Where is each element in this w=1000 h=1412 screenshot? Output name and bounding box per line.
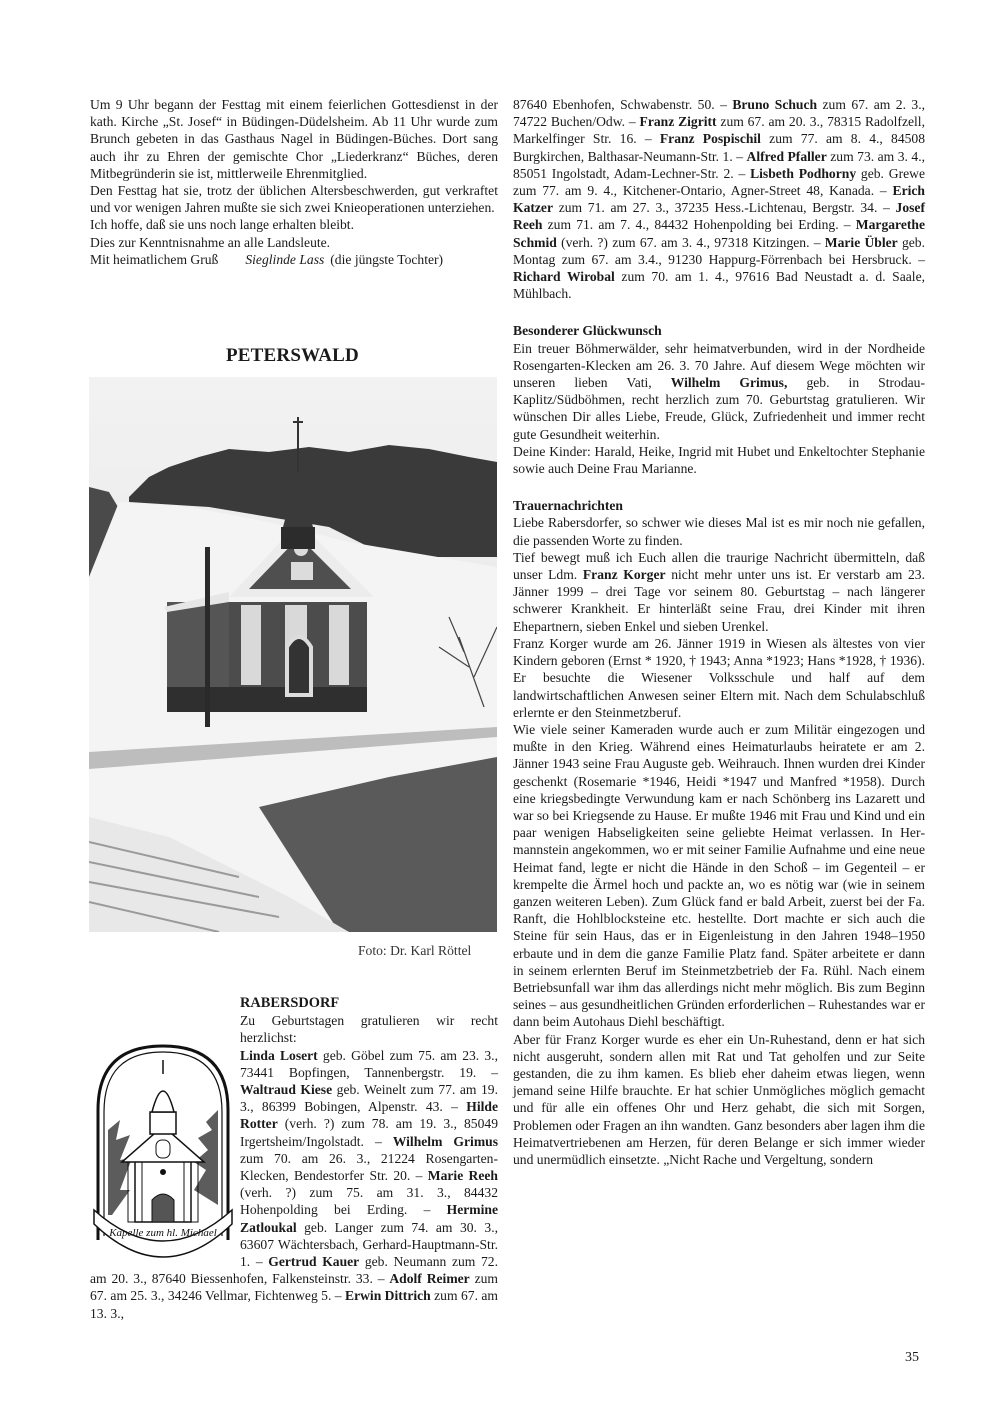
entry-details: (verh. ?) zum 78. am 19. 3., 85049 Irgertsheim/Ingolstadt. –: [240, 1116, 498, 1149]
person-name: Wilhelm Grimus: [392, 1133, 498, 1149]
person-name: Bruno Schuch: [732, 97, 818, 112]
section-title-special-wish: Besonderer Glückwunsch: [513, 323, 662, 339]
entry-details: (verh. ?) zum 67. am 3. 4., 97318 Kitzingen. –: [556, 234, 825, 250]
right-column: [513, 96, 925, 1168]
entry-details: zum 67. am 13. 3.,: [90, 1288, 498, 1321]
section-title-peterswald: PETERSWALD: [226, 345, 359, 366]
birthday-entry: [240, 1082, 498, 1114]
entry-details: geb. Weinelt zum 77. am 19. 3., 86399 Bobingen, Alpenstr. 43. –: [240, 1082, 498, 1115]
signoff-greeting: Mit heimatlichem Gruß: [90, 251, 219, 267]
obituary-paragraph: Liebe Rabersdorfer, so schwer wie dieses Mal ist es mir noch nie gefallen, die passenden Worte zu finden.: [513, 515, 925, 548]
entry-details: zum 70. am 26. 3., 21224 Rosengarten-Klecken, Bendestorfer Str. 20. –: [240, 1150, 498, 1184]
entry-details: geb. Göbel zum 75. am 23. 3., 73441 Bopfingen, Tannenbergstr. 19. –: [240, 1047, 498, 1080]
person-name: Richard Wirobal: [513, 269, 615, 285]
entry-details: zum 73. am 3. 4., 85051 Ingolstadt, Adam-Lechner-Str. 2. –: [513, 148, 925, 181]
person-name: Hilde Rotter: [240, 1099, 498, 1132]
section-title-rabersdorf: RABERSDORF: [240, 995, 340, 1011]
birthday-list-continued: [513, 96, 925, 302]
letter-paragraph: Um 9 Uhr begann der Festtag mit einem feierlichen Gottesdienst in der kath. Kirche „St. Josef“ in Büdingen-Düdelsheim. Ab 11 Uhr wurde zum Brunch gebeten in das Gasthaus Nagel in Büdingen-Büches. Dort sang auch ihr zu Ehren der gemischte Chor „Liederkranz“ Büches, deren Mitbegründerin sie ist, mittlerweile Ehrenmitglied.: [90, 97, 498, 181]
person-name: Erwin Dittrich: [345, 1288, 431, 1304]
letter-signoff: [90, 251, 498, 268]
left-column-letter: [90, 96, 498, 268]
chapel-emblem-logo: [90, 1040, 236, 1258]
chapel-photo: [89, 377, 497, 932]
emblem-banner-text: Kapelle zum hl. Michael: [109, 1227, 217, 1240]
chapel-emblem-icon: [90, 1040, 236, 1258]
person-name: Gertrud Kauer: [268, 1254, 360, 1270]
utility-pole: [205, 547, 210, 727]
obituary-text-part: nicht mehr unter uns ist. Er verstarb am 23. Jänner 1999 – drei Tage vor seinem 80. Geburtstag – nach längerer schwerer Krankheit. Er hinterläßt seine Frau, drei Kinder mit ihren Ehepartnern, sieben Enkel und sieben Urenkel.: [513, 567, 925, 634]
person-name: Linda Losert: [240, 1047, 318, 1063]
special-wish-signature: Deine Kinder: Harald, Heike, Ingrid mit Hubet und Enkeltochter Stephanie sowie auch Deine Frau Marianne.: [513, 443, 925, 477]
signoff-note: (die jüngste Tochter): [330, 251, 444, 267]
section-title-obituary: Trauernachrichten: [513, 498, 623, 514]
letter-paragraph: Dies zur Kenntnisnahme an alle Landsleute.: [90, 234, 331, 250]
person-name: Franz Zigritt: [639, 114, 717, 130]
entry-details: zum 77. am 8. 4., 84508 Burgkirchen, Balthasar-Neumann-Str. 1. –: [513, 131, 926, 164]
entry-details: geb. Montag zum 67. am 3.4., 91230 Happurg-Förrenbach bei Hersbruck. –: [513, 234, 925, 267]
entry-details: zum 67. am 2. 3., 74722 Buchen/Odw. –: [513, 97, 926, 130]
birthday-entry: [513, 269, 925, 301]
page-number: 35: [905, 1350, 919, 1365]
entry-details: geb. Neumann zum 72. am 20. 3., 87640 Biessenhofen, Falkensteinstr. 33. –: [90, 1254, 498, 1287]
entry-lead: 87640 Ebenhofen, Schwabenstr. 50. –: [513, 97, 733, 112]
person-name: Hermine Zatloukal: [240, 1202, 498, 1235]
obituary-paragraph: Wie viele seiner Kameraden wurde auch er zum Militär eingezogen und mußte in den Krieg. Während eines Heimaturlaubs heiratete er am 2. Jänner 1943 seine Frau Auguste geb. Weihrauch. Ihnen wurden drei Kinder geschenkt (Rosemarie *1946, Heidi *1947 und Manfred *1958). Durch eine kriegsbedingte Verwundung kam er nach Schönberg ins Lazarett und war so bei Kriegsende zu Hause. Er mußte 1946 mit Frau und Kind und ein paar wenigen Habseligkeiten seine geliebte Heimat verlassen. In Hermannstein angekommen, wo er mit seiner Familie Aufnahme und eine neue Heimat fand, legte er nicht die Hände in den Schoß – im Gegenteil – er krempelte die Ärmel hoch und packte an, wo es nötig war (wie in seinem ganzen weiteren Leben). Zum Glück fand er bald Arbeit, zuerst bei der Fa. Ranft, die Hohlblocksteine etc. hestellte. Dort machte er sich auch die Steine für sein Haus, das er in Eigenleistung in den Jahren 1948–1950 erbaute und in dem die ganze Familie Platz fand. Später arbeitete er dann in seinem erlernten Beruf im Steinmetzbetrieb der Fa. Rühl. Nach einem Betriebsunfall war ihm das allerdings nicht mehr möglich. Bis zum Beginn seines – aus gesundheitlichen Gründen erforderlichen – Ruhestandes war er dann beim Autohaus Diehl beschäftigt.: [513, 721, 925, 1030]
entry-details: zum 67. am 20. 3., 78315 Radolfzell, Markelfinger Str. 16. –: [513, 114, 925, 147]
special-wish-text-part: geb. in Strodau-Kaplitz/Südböhmen, recht herzlich zum 70. Geburtstag gratulieren. Wir wünschen Dir alles Liebe, Freude, Glück, Zufriedenheit und immer recht gute Gesundheit weiterhin.: [513, 375, 925, 442]
person-name: Erich Katzer: [513, 183, 925, 216]
special-wish-text-part: Ein treuer Böhmerwälder, sehr heimatverbunden, wird in der Nordheide Rosengarten-Klecken am 26. 3. 70 Jahre. Auf diesem Wege möchten wir unseren lieben Vati,: [513, 340, 925, 391]
obituary-paragraph: Aber für Franz Korger wurde es eher ein Un-Ruhestand, denn er hat sich nicht ausgeruht, sondern allen mit Rat und Tat geholfen und zur Seite gestanden, die zu ihm kamen. Es blieb eher daheim etwas liegen, wenn jemand seine Hilfe brauchte. Er hat schier Unmögliches möglich gemacht und für alle ein offenes Ohr und Herz gehabt, die sich mit Sorgen, Problemen oder Fragen an ihn wandten. Ganz besonders aber lagen ihm die Heimatvertriebenen am Herzen, für deren Belange er sich immer wieder und unermüdlich einsetzte. „Nicht Rache und Vergeltung, sondern: [513, 1031, 925, 1167]
entry-details: zum 70. am 1. 4., 97616 Bad Neustadt a. d. Saale, Mühlbach.: [513, 269, 926, 302]
obituary-paragraph: Franz Korger wurde am 26. Jänner 1919 in Wiesen als ältestes von vier Kindern geboren (Ernst * 1920, † 1943; Anna *1923; Hans *1928, † 1936). Er besuchte die Wiesener Volksschule und half auf dem landwirtschaftlichen Anwesen seiner Eltern mit. Nach dem Schulabschluß erlernte er den Steinmetzberuf.: [513, 635, 925, 720]
person-name: Margarethe Schmid: [513, 217, 925, 250]
person-name: Josef Reeh: [513, 200, 925, 233]
person-name: Waltraud Kiese: [240, 1082, 333, 1098]
person-name: Alfred Pfaller: [746, 148, 827, 164]
person-name: Lisbeth Podhorny: [750, 165, 857, 181]
chapel-photo-illustration: [89, 377, 497, 932]
person-name: Franz Pospischil: [659, 131, 761, 147]
letter-paragraph: Den Festtag hat sie, trotz der üblichen Altersbeschwerden, gut verkraftet und vor wenigen Jahren mußte sie sich zwei Knieoperationen unterziehen.: [90, 183, 498, 216]
entry-details: geb. Grewe zum 77. am 9. 4., Kitchener-Ontario, Agner-Street 48, Kanada. –: [513, 165, 925, 199]
special-wish-text: [513, 340, 925, 443]
obituary-text-part: Tief bewegt muß ich Euch allen die traurige Nachricht übermitteln, daß unser Ldm.: [513, 549, 925, 583]
letter-paragraph: Ich hoffe, daß sie uns noch lange erhalten bleibt.: [90, 217, 354, 233]
entry-details: zum 67. am 25. 3., 34246 Vellmar, Fichtenweg 5. –: [90, 1271, 498, 1304]
photo-caption: Foto: Dr. Karl Röttel: [358, 943, 472, 958]
rabersdorf-intro: Zu Geburtstagen gratulieren wir recht herzlichst:: [240, 1013, 498, 1046]
person-name: Wilhelm Grimus,: [670, 375, 788, 391]
person-name: Marie Übler: [824, 234, 898, 250]
entry-details: (verh. ?) zum 75. am 31. 3., 84432 Hohenpolding bei Erding. –: [240, 1185, 498, 1218]
entry-details: zum 71. am 27. 3., 37235 Hess.-Lichtenau, Bergstr. 34. –: [553, 200, 896, 216]
entry-details: geb. Langer zum 74. am 30. 3., 63607 Wächtersbach, Gerhard-Hauptmann-Str. 1. –: [240, 1219, 498, 1270]
entry-details: zum 71. am 7. 4., 84432 Hohenpolding bei Erding. –: [542, 217, 856, 233]
obituary-paragraph: [513, 549, 925, 635]
signoff-name: Sieglinde Lass: [245, 251, 325, 267]
birthday-entry: [240, 1048, 498, 1080]
person-name: Adolf Reimer: [389, 1271, 470, 1287]
person-name: Marie Reeh: [427, 1168, 498, 1184]
rabersdorf-section: [90, 995, 498, 1322]
person-name: Franz Korger: [582, 567, 666, 583]
